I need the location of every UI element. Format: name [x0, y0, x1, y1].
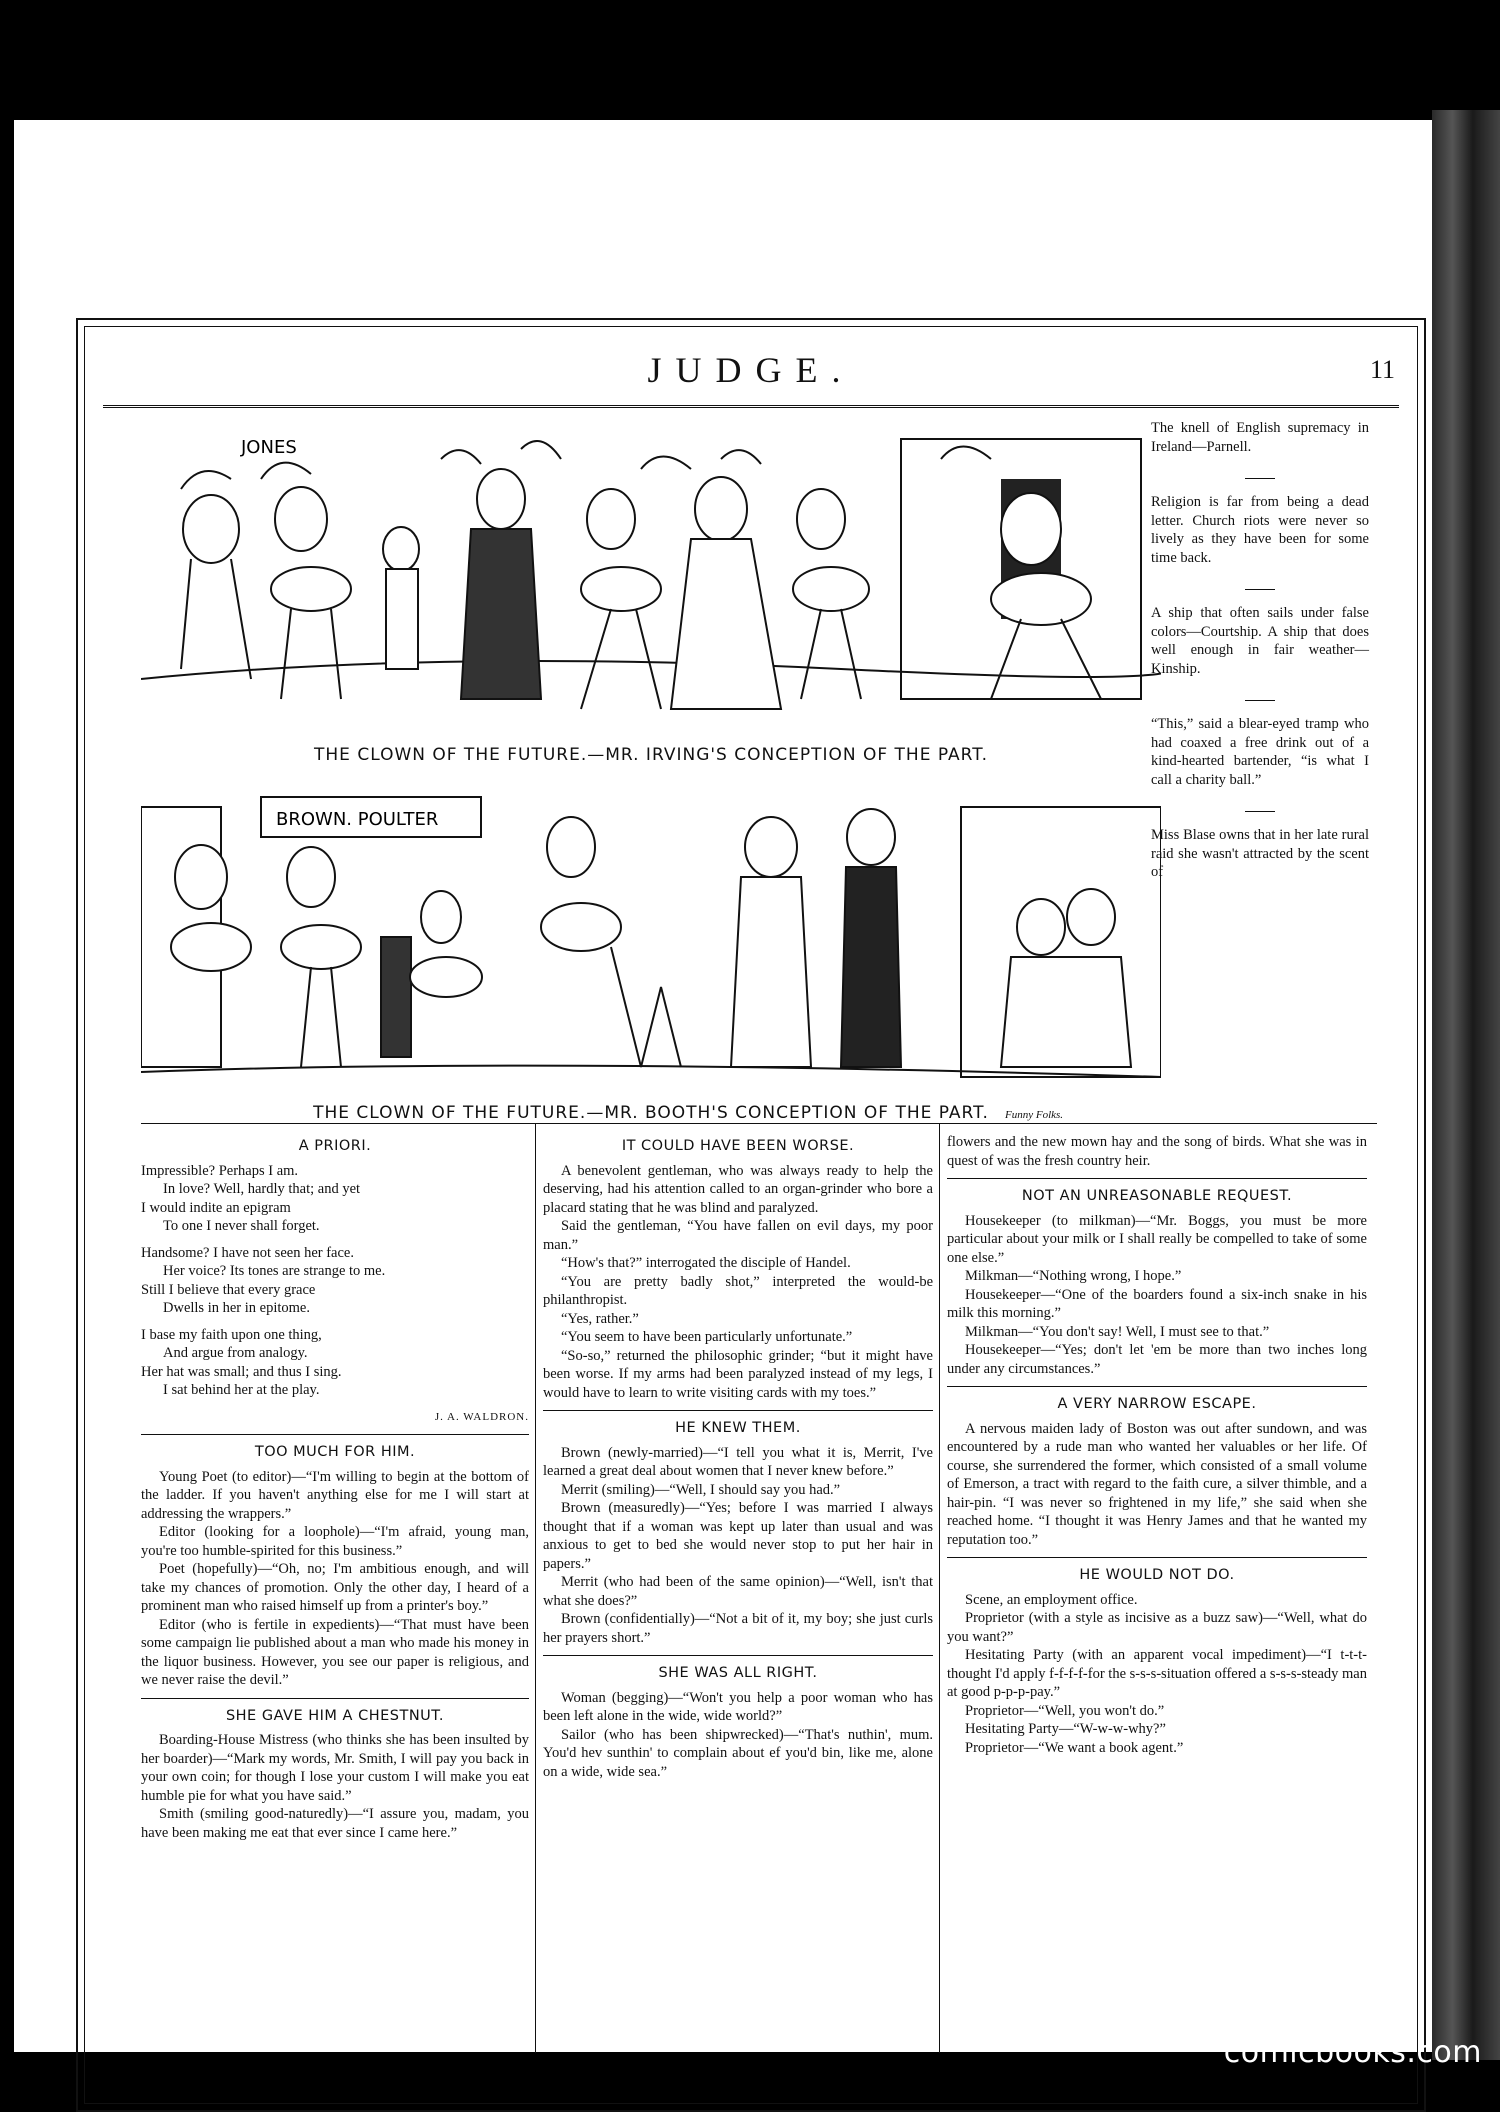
sidebar-item: “This,” said a blear-eyed tramp who had coaxed a free drink out of a kind-hearted bartender, “is what I call a charity ball.”	[1151, 716, 1369, 788]
article-paragraph: Hesitating Party—“W-w-w-why?”	[965, 1721, 1166, 1737]
article-title: SHE GAVE HIM A CHESTNUT.	[141, 1698, 529, 1726]
page-border	[76, 318, 1426, 2112]
site-watermark: comicbooks.com	[1223, 2035, 1482, 2070]
poem-stanza	[141, 1162, 529, 1236]
article-paragraph: “You are pretty badly shot,” interpreted the would-be philanthropist.	[543, 1273, 933, 1308]
cartoon-booth	[141, 787, 1161, 1097]
article-paragraph: Merrit (who had been of the same opinion)—“Well, isn't that what she does?”	[543, 1574, 933, 1609]
poem-stanza	[141, 1326, 529, 1400]
sidebar-item: Religion is far from being a dead letter. Church riots were never so lively as they have been for some time back.	[1151, 494, 1369, 566]
masthead-title: JUDGE.	[647, 350, 855, 390]
poem-line: Still I believe that every grace	[141, 1281, 316, 1298]
article-paragraph: Young Poet (to editor)—“I'm willing to begin at the bottom of the ladder. If you haven't anything else for me I will start at addressing the wrappers.”	[141, 1468, 529, 1522]
sidebar-separator	[1245, 478, 1275, 479]
article-paragraph: Smith (smiling good-naturedly)—“I assure you, madam, you have been making me eat that ever since I came here.”	[141, 1806, 529, 1841]
page-inner-border	[84, 326, 1418, 2104]
sign-inscription: JONES	[241, 437, 297, 458]
article-paragraph: Proprietor—“We want a book agent.”	[965, 1739, 1184, 1756]
poem-line: In love? Well, hardly that; and yet	[163, 1181, 361, 1197]
cartoon-irving-illustration	[141, 419, 1161, 739]
article-paragraph: Milkman—“Nothing wrong, I hope.”	[965, 1268, 1182, 1284]
article-paragraph: A nervous maiden lady of Boston was out after sundown, and was encountered by a rude man who wanted her valuables or her life. Of course, she surrendered the former, which consisted of a small volume of Emerson, a tract with regard to the faith cure, a silver thimble, and a hair-pin. “I was never so frightened in my life,” she said when she reached home. “I thought it was Henry James and that he wanted my reputation too.”	[947, 1420, 1367, 1548]
paper-sheet	[14, 120, 1432, 2052]
column-divider	[939, 1123, 940, 2053]
article-paragraph: Milkman—“You don't say! Well, I must see to that.”	[965, 1323, 1270, 1340]
poem-line: I base my faith upon one thing,	[141, 1326, 322, 1343]
article-title: A VERY NARROW ESCAPE.	[947, 1386, 1367, 1414]
poem-line: I sat behind her at the play.	[163, 1382, 320, 1398]
article-title: IT COULD HAVE BEEN WORSE.	[621, 1138, 855, 1154]
article-title: NOT AN UNREASONABLE REQUEST.	[947, 1178, 1367, 1206]
column-middle	[543, 1133, 933, 1781]
columns-top-rule	[141, 1123, 1377, 1124]
article-paragraph: Brown (newly-married)—“I tell you what it is, Merrit, I've learned a great deal about women that I never knew before.”	[543, 1444, 933, 1479]
column-left	[141, 1133, 529, 1842]
article-paragraph: “So-so,” returned the philosophic grinder; “but it might have been worse. If my arms had been paralyzed instead of my legs, I would have to learn to write visiting cards with my toes.”	[543, 1347, 933, 1401]
article-paragraph: “Yes, rather.”	[561, 1310, 639, 1327]
column-right	[947, 1133, 1367, 1757]
article-paragraph: “You seem to have been particularly unfortunate.”	[561, 1329, 853, 1345]
article-paragraph: Brown (confidentially)—“Not a bit of it, my boy; she just curls her prayers short.”	[543, 1611, 933, 1646]
sidebar-separator	[1245, 589, 1275, 590]
sidebar-separator	[1245, 700, 1275, 701]
article-paragraph: Brown (measuredly)—“Yes; before I was married I always thought that if a woman was kept up later than usual and was anxious to get to bed she would never stop to put her hair in papers.”	[543, 1500, 933, 1572]
cartoon-irving-caption: THE CLOWN OF THE FUTURE.—MR. IRVING'S CONCEPTION OF THE PART.	[314, 745, 988, 765]
article-paragraph: Hesitating Party (with an apparent vocal impediment)—“I t-t-t-thought I'd apply f-f-f-f-for the s-s-s-situation offered a s-s-s-steady man at good p-p-p-pay.”	[947, 1647, 1367, 1700]
book-binding-edge	[1432, 110, 1500, 2060]
article-paragraph: Proprietor (with a style as incisive as a buzz saw)—“Well, what do you want?”	[947, 1610, 1367, 1645]
poem-stanza	[141, 1244, 529, 1318]
article-paragraph: Editor (looking for a loophole)—“I'm afraid, young man, you're too humble-spirited for this business.”	[141, 1524, 529, 1559]
article-paragraph: Housekeeper—“Yes; don't let 'em be more than two inches long under any circumstances.”	[947, 1342, 1367, 1377]
sidebar-item: The knell of English supremacy in Ireland—Parnell.	[1151, 420, 1369, 455]
sidebar-item: A ship that often sails under false colors—Courtship. A ship that does well enough in fair weather—Kinship.	[1151, 605, 1369, 677]
article-paragraph: Housekeeper—“One of the boarders found a six-inch snake in his milk this morning.”	[947, 1286, 1367, 1321]
poem-line: I would indite an epigram	[141, 1199, 291, 1216]
article-title: HE KNEW THEM.	[543, 1410, 933, 1438]
cartoon-credit: Funny Folks.	[1005, 1109, 1064, 1121]
article-paragraph: Proprietor—“Well, you won't do.”	[965, 1702, 1165, 1719]
poem-line: Handsome? I have not seen her face.	[141, 1244, 354, 1261]
poem-line: Her voice? Its tones are strange to me.	[163, 1263, 386, 1279]
article-title: A PRIORI.	[298, 1138, 372, 1154]
article-paragraph: “How's that?” interrogated the disciple of Handel.	[561, 1255, 851, 1271]
article-paragraph: A benevolent gentleman, who was always ready to help the deserving, had his attention called to an organ-grinder who bore a placard stating that he was blind and paralyzed.	[543, 1162, 933, 1216]
continued-paragraph: flowers and the new mown hay and the song of birds. What she was in quest of was the fresh country heir.	[947, 1134, 1367, 1169]
sidebar-column	[1151, 419, 1369, 904]
article-title: SHE WAS ALL RIGHT.	[543, 1655, 933, 1683]
poem-author: J. A. WALDRON.	[434, 1410, 529, 1423]
sidebar-separator	[1245, 811, 1275, 812]
article-paragraph: Scene, an employment office.	[965, 1591, 1138, 1608]
article-title: HE WOULD NOT DO.	[947, 1557, 1367, 1585]
cartoon-booth-illustration	[141, 787, 1161, 1097]
poem-line: Dwells in her in epitome.	[163, 1300, 310, 1316]
poem-line: And argue from analogy.	[163, 1345, 308, 1361]
article-paragraph: Poet (hopefully)—“Oh, no; I'm ambitious enough, and will take my chances of promotion. Only the other day, I heard of a prominent man who raised himself up from a printer's boy.”	[141, 1561, 529, 1614]
article-paragraph: Said the gentleman, “You have fallen on evil days, my poor man.”	[543, 1218, 933, 1253]
article-paragraph: Sailor (who has been shipwrecked)—“That's nuthin', mum. You'd hev sunthin' to complain about ef you'd bin, like me, alone on a wide, wide sea.”	[543, 1726, 933, 1780]
page-number: 11	[1369, 355, 1395, 384]
article-paragraph: Woman (begging)—“Won't you help a poor woman who has been left alone in the wide, wide world?”	[543, 1689, 933, 1724]
article-paragraph: Housekeeper (to milkman)—“Mr. Boggs, you must be more particular about your milk or I shall really be compelled to take of some one else.”	[947, 1212, 1367, 1266]
cartoon-irving	[141, 419, 1161, 739]
column-divider	[535, 1123, 536, 2053]
article-paragraph: Boarding-House Mistress (who thinks she has been insulted by her boarder)—“Mark my words, Mr. Smith, I will pay you back in your own coin; for though I lose your custom I will make you eat humble pie for what you have said.”	[141, 1732, 529, 1804]
header-rule	[103, 405, 1399, 408]
cartoon-booth-caption: THE CLOWN OF THE FUTURE.—MR. BOOTH'S CONCEPTION OF THE PART.	[313, 1103, 989, 1123]
shop-sign-inscription: BROWN. POULTER	[276, 809, 439, 830]
article-paragraph: Merrit (smiling)—“Well, I should say you had.”	[561, 1481, 841, 1498]
sidebar-item: Miss Blase owns that in her late rural raid she wasn't attracted by the scent of	[1151, 827, 1369, 880]
poem-line: To one I never shall forget.	[163, 1218, 320, 1234]
article-title: TOO MUCH FOR HIM.	[141, 1434, 529, 1462]
article-paragraph: Editor (who is fertile in expedients)—“That must have been some campaign lie published about a man who made his money in the liquor business. However, you see our paper is religious, and we never raise the devil.”	[141, 1616, 529, 1688]
poem-line: Impressible? Perhaps I am.	[141, 1162, 299, 1179]
poem-line: Her hat was small; and thus I sing.	[141, 1363, 342, 1380]
